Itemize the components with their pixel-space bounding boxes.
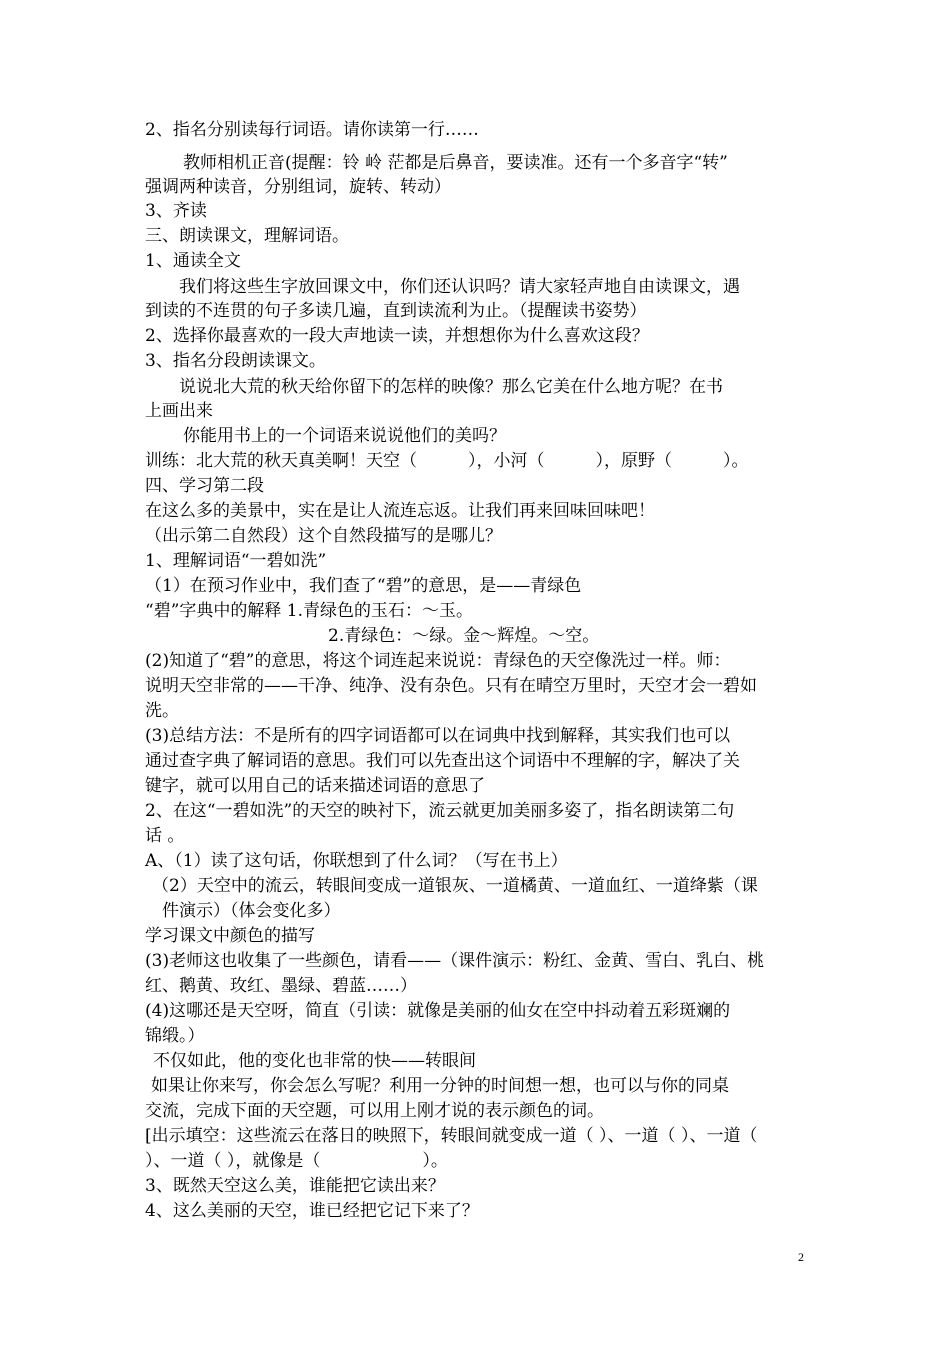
text-line: (4)这哪还是天空呀，简直（引读：就像是美丽的仙女在空中抖动着五彩斑斓的: [145, 1001, 731, 1021]
text-line: “碧”字典中的解释 1.青绿色的玉石：～玉。: [145, 601, 474, 621]
text-line: A、（1）读了这句话，你联想到了什么词？（写在书上）: [145, 851, 568, 871]
text-line: 2、在这“一碧如洗”的天空的映衬下，流云就更加美丽多姿了，指名朗读第二句: [145, 801, 735, 821]
page-number: 2: [798, 1250, 804, 1264]
text-line: 红、鹅黄、玫红、墨绿、碧蓝……）: [145, 976, 417, 996]
text-line: [出示填空：这些流云在落日的映照下，转眼间就变成一道（ ）、一道（ ）、一道（: [145, 1126, 758, 1146]
text-line: 说明天空非常的——干净、纯净、没有杂色。只有在晴空万里时，天空才会一碧如: [145, 676, 757, 696]
text-line: 上画出来: [145, 401, 213, 421]
text-line: 3、指名分段朗读课文。: [145, 351, 326, 371]
text-line: （1）在预习作业中，我们查了“碧”的意思，是——青绿色: [145, 576, 582, 596]
text-line: 交流，完成下面的天空题，可以用上刚才说的表示颜色的词。: [145, 1101, 604, 1121]
text-line: 键字，就可以用自己的话来描述词语的意思了: [145, 776, 485, 796]
text-line: 说说北大荒的秋天给你留下的怎样的映像？那么它美在什么地方呢？在书: [179, 377, 723, 397]
text-line: 如果让你来写，你会怎么写呢？利用一分钟的时间想一想，也可以与你的同桌: [151, 1076, 729, 1096]
text-line: 锦缎。）: [145, 1026, 205, 1046]
text-line: (3)老师这也收集了一些颜色，请看——（课件演示：粉红、金黄、雪白、乳白、桃: [145, 951, 765, 971]
text-line: 2.青绿色：～绿。金～辉煌。～空。: [328, 626, 600, 646]
text-line: 我们将这些生字放回课文中，你们还认识吗？请大家轻声地自由读课文，遇: [179, 277, 740, 297]
text-line: （2）天空中的流云，转眼间变成一道银灰、一道橘黄、一道血红、一道绛紫（课: [152, 876, 758, 896]
text-line: 4、这么美丽的天空，谁已经把它记下来了？: [145, 1201, 479, 1221]
text-line: 2、指名分别读每行词语。请你读第一行……: [145, 120, 479, 140]
text-line: 你能用书上的一个词语来说说他们的美吗？: [183, 426, 506, 446]
text-line: （出示第二自然段）这个自然段描写的是哪儿？: [145, 526, 502, 546]
text-line: 2、选择你最喜欢的一段大声地读一读，并想想你为什么喜欢这段？: [145, 326, 649, 346]
text-line: 四、学习第二段: [145, 476, 264, 496]
text-line: ）、一道（ ），就像是（ ）。: [145, 1151, 448, 1171]
text-line: 三、朗读课文，理解词语。: [145, 226, 349, 246]
text-line: 洗。: [145, 701, 179, 721]
text-line: 话 。: [145, 826, 185, 846]
text-line: 1、理解词语“一碧如洗”: [145, 551, 327, 571]
text-line: (2)知道了“碧”的意思，将这个词连起来说说：青绿色的天空像洗过一样。师：: [145, 651, 731, 671]
text-line: 训练：北大荒的秋天真美啊！天空（ ），小河（ ），原野（ ）。: [145, 451, 749, 471]
text-line: 在这么多的美景中，实在是让人流连忘返。让我们再来回味回味吧！: [145, 501, 655, 521]
text-line: (3)总结方法：不是所有的四字词语都可以在词典中找到解释，其实我们也可以: [145, 726, 731, 746]
text-line: 通过查字典了解词语的意思。我们可以先查出这个词语中不理解的字，解决了关: [145, 751, 740, 771]
text-line: 教师相机正音(提醒：铃 岭 茫都是后鼻音，要读准。还有一个多音字“转”: [183, 153, 728, 173]
text-line: 3、既然天空这么美，谁能把它读出来？: [145, 1176, 445, 1196]
text-line: 3、齐读: [145, 201, 207, 221]
text-line: 强调两种读音，分别组词，旋转、转动）: [145, 177, 451, 197]
text-line: 到读的不连贯的句子多读几遍，直到读流利为止。（提醒读书姿势）: [145, 301, 647, 321]
text-line: 不仅如此，他的变化也非常的快——转眼间: [153, 1051, 476, 1071]
text-line: 学习课文中颜色的描写: [145, 926, 315, 946]
text-line: 1、通读全文: [145, 251, 241, 271]
text-line: 件演示）（体会变化多）: [162, 901, 341, 921]
